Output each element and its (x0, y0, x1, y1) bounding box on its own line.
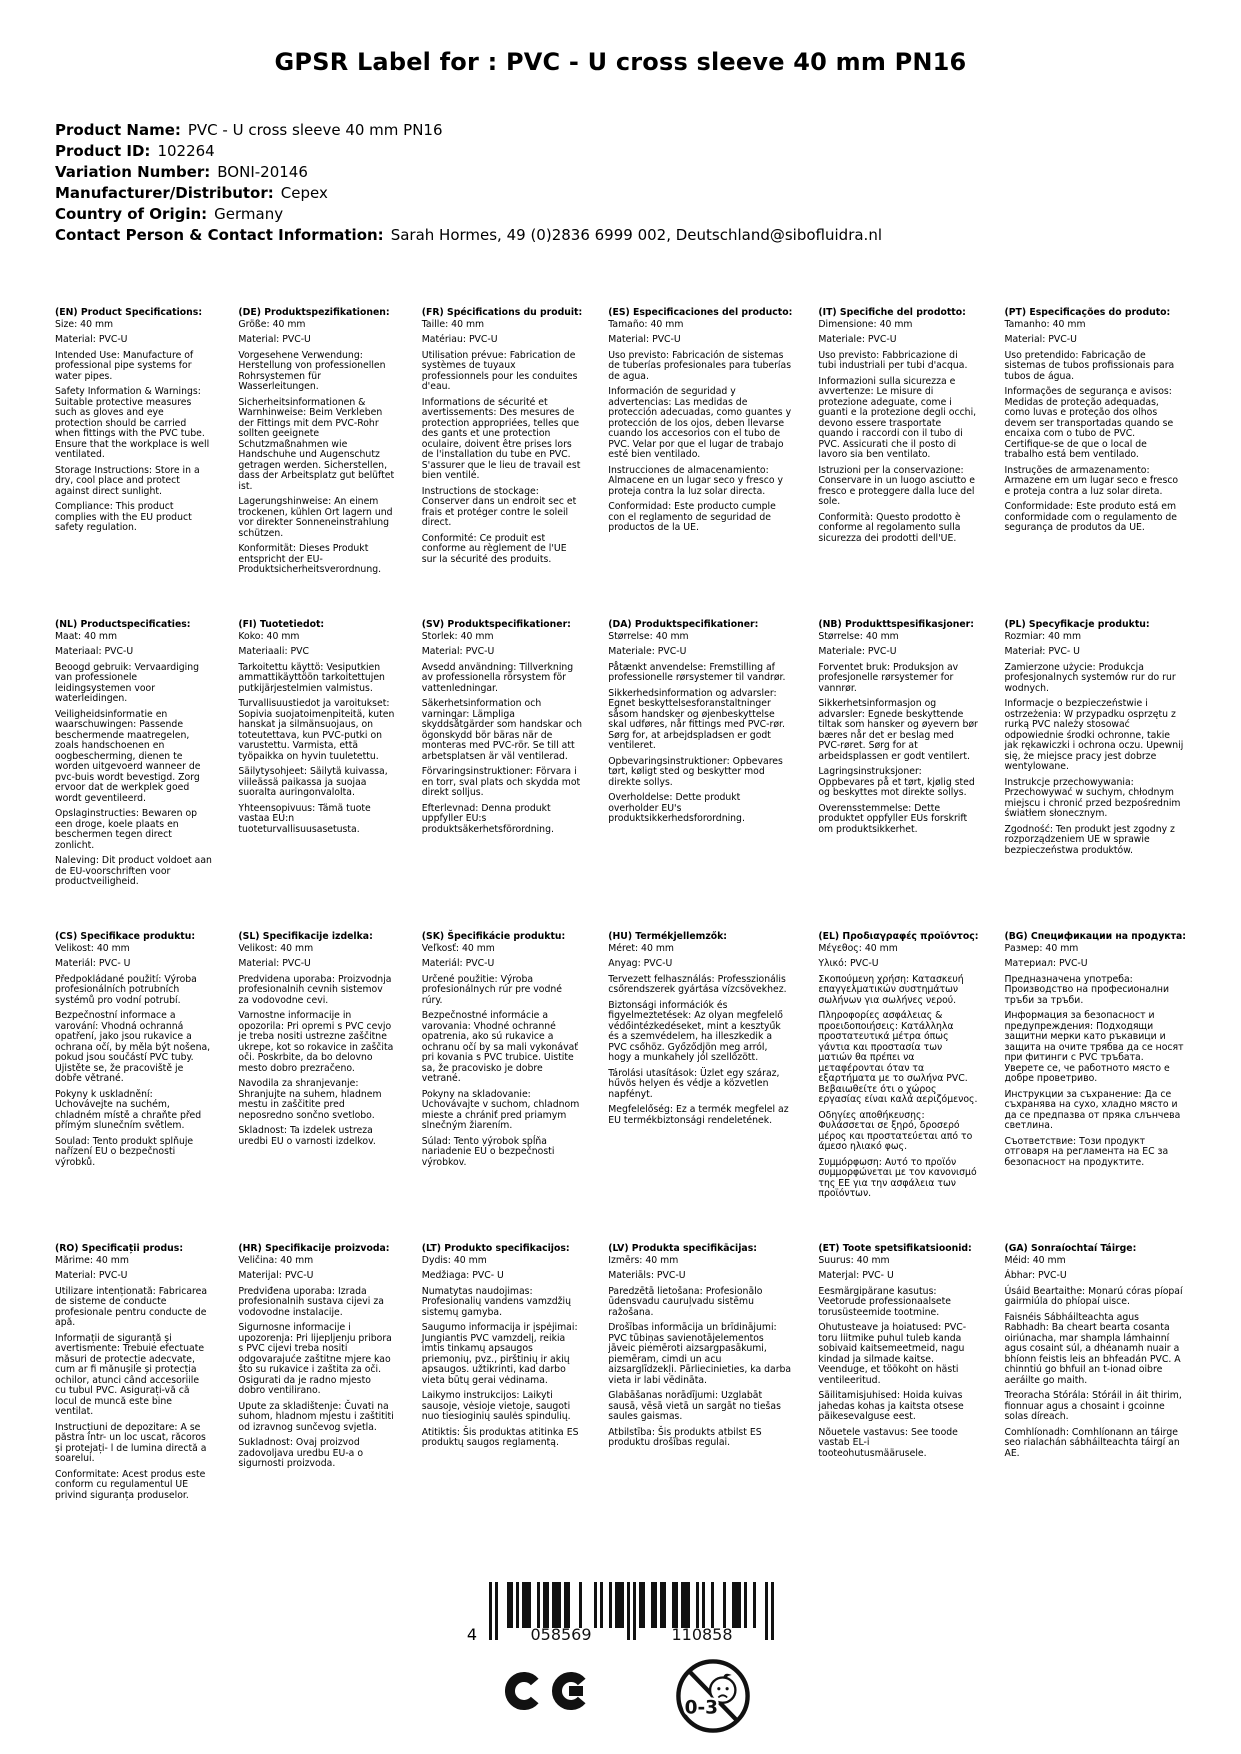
spec-heading: (SK) Špecifikácie produktu: (421, 931, 566, 942)
spec-paragraph: Lagringsinstruksjoner: Oppbevares på et tørt, kjølig sted og beskyttes mot direkte sollys. (818, 766, 975, 798)
spec-paragraph: Material: PVC-U (608, 334, 681, 345)
spec-paragraph: Materiāls: PVC-U (608, 1270, 686, 1281)
spec-paragraph: Avsedd användning: Tillverkning av professionella rörsystem för vattenledningar. (421, 661, 574, 694)
spec-block-sk (422, 932, 582, 1232)
spec-paragraph: Maat: 40 mm (55, 630, 118, 642)
spec-block-et (818, 1244, 978, 1544)
spec-block-sl (238, 932, 395, 1232)
spec-block-en (55, 308, 212, 608)
spec-block-nl (55, 620, 212, 920)
spec-paragraph: Storage Instructions: Store in a dry, cool place and protect against direct sunlight. (55, 464, 200, 497)
field-label: Product Name: (55, 121, 181, 139)
barcode-bars-icon (489, 1582, 774, 1644)
page-title: GPSR Label for : PVC - U cross sleeve 40 mm PN16 (274, 48, 967, 76)
field-label: Contact Person & Contact Information: (55, 226, 384, 244)
field-value: PVC - U cross sleeve 40 mm PN16 (187, 121, 443, 139)
ce-mark-icon (505, 1658, 593, 1724)
spec-paragraph: Paredzētā lietošana: Profesionālo ūdensvadu cauruļvadu sistēmu ražošana. (608, 1285, 763, 1318)
spec-paragraph: Material: PVC-U (421, 646, 495, 657)
spec-heading: (HU) Termékjellemzők: (608, 931, 728, 942)
spec-paragraph: Materiale: PVC-U (818, 646, 897, 657)
spec-paragraph: Tárolási utasítások: Üzlet egy száraz, hűvös helyen és védje a közvetlen napfényt. (608, 1067, 780, 1100)
spec-paragraph: Conformidad: Este producto cumple con el reglamento de seguridad de productos de la UE. (608, 501, 776, 533)
age-warning-0-3-icon (675, 1658, 751, 1734)
product-info-field (55, 162, 1186, 183)
spec-paragraph: Sicherheitsinformationen & Warnhinweise: Beim Verkleben der Fittings mit dem PVC-Rohr sollten geeignete Schutzmaßnahmen wie Handschuhe und Augenschutz getragen werden. Sicherstellen, dass der Arbeitsplatz gut belüftet ist. (238, 396, 395, 492)
spec-paragraph: Uso pretendido: Fabricação de sistemas de tubos profissionais para tubos de água. (1004, 349, 1175, 382)
spec-heading: (CS) Specifikace produktu: (55, 931, 196, 942)
spec-paragraph: Materiál: PVC-U (421, 958, 495, 969)
spec-paragraph: Instruções de armazenamento: Armazene em um lugar seco e fresco e proteja contra a luz solar direta. (1004, 464, 1179, 497)
spec-paragraph: Materiaal: PVC-U (55, 646, 134, 657)
spec-heading: (IT) Specifiche del prodotto: (818, 307, 966, 318)
barcode-first-digit: 4 (466, 1625, 478, 1644)
spec-paragraph: Sukladnost: Ovaj proizvod zadovoljava uredbu EU-a o sigurnosti proizvoda. (238, 1437, 364, 1469)
barcode-digits: 110858 (671, 1625, 733, 1644)
field-value: Cepex (280, 184, 328, 202)
spec-paragraph: Eesmärgipärane kasutus: Veetorude professionaalsete torusüsteemide tootmine. (818, 1285, 952, 1318)
barcode-digits: 058569 (530, 1625, 592, 1644)
spec-paragraph: Materiaali: PVC (238, 646, 309, 657)
spec-paragraph: Förvaringsinstruktioner: Förvara i en torr, sval plats och skydda mot direkt solljus. (421, 766, 581, 798)
product-info (55, 120, 1186, 246)
spec-paragraph: Istruzioni per la conservazione: Conservare in un luogo asciutto e fresco e proteggere dalla luce del sole. (818, 464, 975, 507)
spec-paragraph: Informations de sécurité et avertissements: Des mesures de protection appropriées, telles que des gants et une protection oculaire, doivent être prises lors de l'installation du tube en PVC. S'assurer que le lieu de travail est bien ventilé. (421, 396, 581, 481)
spec-paragraph: Uso previsto: Fabbricazione di tubi industriali per tubi d'acqua. (818, 349, 968, 371)
field-label: Variation Number: (55, 163, 211, 181)
spec-paragraph: Materiál: PVC- U (55, 958, 131, 969)
spec-paragraph: Størrelse: 40 mm (818, 630, 899, 642)
spec-paragraph: Conformitate: Acest produs este conform cu regulamentul UE privind siguranța produselor. (55, 1468, 206, 1501)
spec-paragraph: Size: 40 mm (55, 318, 114, 330)
spec-paragraph: Οδηγίες αποθήκευσης: Φυλάσσεται σε ξηρό, δροσερό μέρος και προστατεύεται από το άμεσο ηλιακό φως. (818, 1109, 973, 1152)
spec-heading: (ET) Toote spetsifikatsioonid: (818, 1243, 972, 1254)
spec-paragraph: Opbevaringsinstruktioner: Opbevares tørt, køligt sted og beskytter mod direkte sollys. (608, 755, 783, 788)
spec-paragraph: Predviđena uporaba: Izrada profesionalnih sustava cijevi za vodovodne instalacije. (238, 1285, 384, 1318)
spec-paragraph: Comhlíonadh: Comhlíonann an táirge seo rialachán sábháilteachta táirgí an AE. (1004, 1426, 1180, 1459)
spec-paragraph: Medžiaga: PVC- U (421, 1270, 504, 1281)
product-info-field (55, 120, 1186, 141)
spec-paragraph: Suurus: 40 mm (818, 1254, 890, 1266)
spec-block-pt (1004, 308, 1186, 608)
spec-paragraph: Informazioni sulla sicurezza e avvertenze: Le misure di protezione adeguate, come i guanti e la protezione degli occhi, devono essere trasportate quando i raccordi con il tubo di PVC. Assicurati che il posto di lavoro sia ben ventilato. (818, 375, 977, 460)
spec-paragraph: Säilitamisjuhised: Hoida kuivas jahedas kohas ja kaitsta otsese päikesevalguse eest. (818, 1390, 964, 1422)
spec-paragraph: Material: PVC-U (55, 1270, 128, 1281)
spec-paragraph: Veiligheidsinformatie en waarschuwingen: Passende beschermende maatregelen, zoals handschoenen en oogbescherming, dienen te worden uitgevoerd wanneer de pvc-buis wordt bevestigd. Zorg ervoor dat de werkplek goed wordt geventileerd. (55, 708, 201, 804)
spec-paragraph: Materjal: PVC- U (818, 1270, 894, 1281)
spec-paragraph: Varnostne informacije in opozorila: Pri opremi s PVC cevjo je treba nositi ustrezne zaščitne ukrepe, kot so rokavice in zaščita oči. Poskrbite, da bo delovno mesto dobro prezračeno. (238, 1010, 394, 1074)
spec-paragraph: Pokyny na skladovanie: Uchovávajte v suchom, chladnom mieste a chrániť pred priamym slnečným žiarením. (421, 1088, 580, 1131)
spec-paragraph: Tamanho: 40 mm (1004, 318, 1086, 330)
spec-paragraph: Skladnost: Ta izdelek ustreza uredbi EU o varnosti izdelkov. (238, 1125, 376, 1147)
spec-heading: (HR) Specifikacije proizvoda: (238, 1243, 390, 1254)
spec-paragraph: Forventet bruk: Produksjon av profesjonelle rørsystemer for vannrør. (818, 661, 959, 694)
spec-paragraph: Tervezett felhasználás: Professzionális csőrendszerek gyártása vízcsövekhez. (608, 973, 787, 995)
spec-paragraph: Pokyny k uskladnění: Uchovávejte na suchém, chladném místě a chraňte před přímým slunečním světlem. (55, 1088, 202, 1131)
label-marks (55, 1582, 1186, 1734)
spec-paragraph: Overensstemmelse: Dette produktet oppfyller EUs forskrift om produktsikkerhet. (818, 802, 968, 835)
spec-paragraph: Treoracha Stórála: Stóráil in áit thirim, fionnuar agus a chosaint i gcoinne solas díreach. (1004, 1390, 1182, 1422)
spec-paragraph: Material: PVC-U (1004, 334, 1077, 345)
spec-paragraph: Naleving: Dit product voldoet aan de EU-voorschriften voor productveiligheid. (55, 855, 212, 887)
spec-block-ro (55, 1244, 212, 1544)
spec-block-hu (608, 932, 792, 1232)
spec-block-cs (55, 932, 212, 1232)
spec-paragraph: Súlad: Tento výrobok spĺňa nariadenie EÚ o bezpečnosti výrobkov. (421, 1135, 555, 1168)
spec-heading: (RO) Specificații produs: (55, 1243, 184, 1254)
spec-paragraph: Atitiktis: Šis produktas atitinka ES produktų saugos reglamentą. (421, 1426, 579, 1448)
spec-paragraph: Opslaginstructies: Bewaren op een droge, koele plaats en beschermen tegen direct zonlicht. (55, 808, 198, 851)
spec-paragraph: Tamaño: 40 mm (608, 318, 684, 330)
field-value: BONI-20146 (217, 163, 308, 181)
spec-paragraph: Σκοπούμενη χρήση: Κατασκευή επαγγελματικών συστημάτων σωλήνων για σωλήνες νερού. (818, 973, 964, 1006)
spec-paragraph: Größe: 40 mm (238, 318, 306, 330)
spec-heading: (EN) Product Specifications: (55, 307, 203, 318)
spec-paragraph: Utilizare intenționată: Fabricarea de sisteme de conducte profesionale pentru conducte de apă. (55, 1285, 208, 1328)
spec-grid (55, 308, 1186, 1544)
spec-paragraph: Navodila za shranjevanje: Shranjujte na suhem, hladnem mestu in zaščitite pred neposredno sončno svetlobo. (238, 1078, 382, 1121)
field-label: Product ID: (55, 142, 151, 160)
spec-paragraph: Sikkerhetsinformasjon og advarsler: Egnede beskyttende tiltak som hansker og øyevern bør bæres når det er beslag med PVC-røret. Sørg for at arbeidsplassen er godt ventilert. (818, 698, 978, 762)
spec-paragraph: Glabāšanas norādījumi: Uzglabāt sausā, vēsā vietā un sargāt no tiešas saules gaismas. (608, 1390, 781, 1422)
spec-paragraph: Vorgesehene Verwendung: Herstellung von professionellen Rohrsystemen für Wasserleitungen. (238, 349, 386, 392)
product-info-field (55, 141, 1186, 162)
spec-paragraph: Informacje o bezpieczeństwie i ostrzeżenia: W przypadku osprzętu z rurką PVC należy stosować odpowiednie środki ochronne, takie jak rękawiczki i ochrona oczu. Upewnij się, że miejsce pracy jest dobrze wentylowane. (1004, 698, 1184, 772)
spec-paragraph: Instrucțiuni de depozitare: A se păstra într- un loc uscat, răcoros și protejați- l de lumina directă a soarelui. (55, 1421, 207, 1464)
spec-heading: (NL) Productspecificaties: (55, 619, 191, 630)
spec-paragraph: Úsáid Beartaithe: Monarú córas píopaí gairmiúla do phíopaí uisce. (1004, 1285, 1183, 1307)
spec-paragraph: Veľkosť: 40 mm (421, 942, 495, 954)
spec-paragraph: Rozmiar: 40 mm (1004, 630, 1082, 642)
spec-block-bg (1004, 932, 1186, 1232)
spec-heading: (DE) Produktspezifikationen: (238, 307, 390, 318)
spec-paragraph: Dimensione: 40 mm (818, 318, 913, 330)
field-label: Manufacturer/Distributor: (55, 184, 274, 202)
spec-paragraph: Instructions de stockage: Conserver dans un endroit sec et frais et protéger contre le soleil direct. (421, 485, 577, 528)
spec-paragraph: Mărime: 40 mm (55, 1254, 129, 1266)
certification-marks (505, 1658, 751, 1734)
spec-paragraph: Информация за безопасност и предупреждения: Подходящи защитни мерки като ръкавици и защита на очите трябва да се носят при фитинги с PVC тръбата. Уверете се, че работното място е добре проветриво. (1004, 1010, 1184, 1084)
spec-block-lv (608, 1244, 792, 1544)
spec-block-pl (1004, 620, 1186, 920)
spec-paragraph: Megfelelőség: Ez a termék megfelel az EU termékbiztonsági rendeletének. (608, 1104, 789, 1126)
spec-paragraph: Instrucciones de almacenamiento: Almacene en un lugar seco y fresco y proteja contra la luz solar directa. (608, 464, 783, 497)
spec-paragraph: Koko: 40 mm (238, 630, 300, 642)
spec-paragraph: Uso previsto: Fabricación de sistemas de tuberías profesionales para tuberías de agua. (608, 349, 792, 382)
spec-paragraph: Soulad: Tento produkt splňuje nařízení EU o bezpečnosti výrobků. (55, 1135, 194, 1168)
spec-heading: (LT) Produkto specifikacijos: (421, 1243, 570, 1254)
spec-paragraph: Sikkerhedsinformation og advarsler: Egnet beskyttelsesforanstaltninger såsom handsker og øjenbeskyttelse skal udføres, når fittings med PVC-rør. Sørg for, at arbejdspladsen er godt ventileret. (608, 687, 785, 751)
ean-barcode (467, 1582, 774, 1644)
spec-paragraph: Izmērs: 40 mm (608, 1254, 679, 1266)
spec-block-sv (422, 620, 582, 920)
spec-heading: (EL) Προδιαγραφές προϊόντος: (818, 931, 979, 942)
spec-heading: (SL) Specifikacije izdelka: (238, 931, 373, 942)
spec-paragraph: Säilytysohjeet: Säilytä kuivassa, viileässä paikassa ja suojaa suoralta auringonvalolta. (238, 766, 388, 798)
spec-heading: (PL) Specyfikacje produktu: (1004, 619, 1150, 630)
spec-block-es (608, 308, 792, 608)
spec-block-hr (238, 1244, 395, 1544)
spec-paragraph: Upute za skladištenje: Čuvati na suhom, hladnom mjestu i zaštititi od izravnog sunčevog svjetla. (238, 1400, 394, 1433)
spec-paragraph: Matériau: PVC-U (421, 334, 498, 345)
spec-paragraph: Materiale: PVC-U (818, 334, 897, 345)
spec-heading: (GA) Sonraíochtaí Táirge: (1004, 1243, 1137, 1254)
field-value: Germany (214, 205, 284, 223)
spec-paragraph: Předpokládané použití: Výroba profesionálních potrubních systémů pro vodní potrubí. (55, 973, 197, 1006)
spec-paragraph: Veličina: 40 mm (238, 1254, 314, 1266)
spec-paragraph: Инструкции за съхранение: Да се съхранява на сухо, хладно място и да се предпазва от пряка слънчева светлина. (1004, 1088, 1181, 1131)
spec-block-ga (1004, 1244, 1186, 1544)
spec-paragraph: Μέγεθος: 40 mm (818, 942, 898, 954)
age-warning-text: 0-3 (684, 1697, 718, 1719)
spec-paragraph: Méid: 40 mm (1004, 1254, 1066, 1266)
spec-block-de (238, 308, 395, 608)
spec-paragraph: Tarkoitettu käyttö: Vesiputkien ammattikäyttöön tarkoitettujen putkijärjestelmien valmistus. (238, 661, 385, 694)
spec-heading: (ES) Especificaciones del producto: (608, 307, 793, 318)
spec-paragraph: Material: PVC-U (238, 334, 311, 345)
spec-paragraph: Saugumo informacija ir įspėjimai: Jungiantis PVC vamzdelį, reikia imtis tinkamų apsaugos priemonių, pvz., pirštinių ir akių apsaugos. užtikrinti, kad darbo vieta būtų gerai vėdinama. (421, 1322, 578, 1386)
spec-paragraph: Utilisation prévue: Fabrication de systèmes de tuyaux professionnels pour les conduites d'eau. (421, 349, 578, 392)
field-value: Sarah Hormes, 49 (0)2836 6999 002, Deutschland@sibofluidra.nl (390, 226, 882, 244)
spec-paragraph: Anyag: PVC-U (608, 958, 673, 969)
spec-heading: (DA) Produktspecifikationer: (608, 619, 759, 630)
spec-paragraph: Overholdelse: Dette produkt overholder EU's produktsikkerhedsforordning. (608, 792, 745, 824)
spec-block-fi (238, 620, 395, 920)
spec-paragraph: Nõuetele vastavus: See toode vastab EL-i tooteohutusmäärusele. (818, 1426, 958, 1459)
spec-heading: (FI) Tuotetiedot: (238, 619, 325, 630)
spec-paragraph: Sigurnosne informacije i upozorenja: Pri lijepljenju pribora s PVC cijevi treba nositi odgovarajuće zaštitne mjere kao što su rukavice i zaštita za oči. Osigurati da je radno mjesto dobro ventilirano. (238, 1322, 392, 1396)
spec-heading: (PT) Especificações do produto: (1004, 307, 1171, 318)
spec-paragraph: Predvidena uporaba: Proizvodnja profesionalnih cevnih sistemov za vodovodne cevi. (238, 973, 392, 1006)
spec-paragraph: Συμμόρφωση: Αυτό το προϊόν συμμορφώνεται με τον κανονισμό της ΕΕ για την ασφάλεια των προϊόντων. (818, 1156, 977, 1199)
spec-block-it (818, 308, 978, 608)
spec-heading: (LV) Produkta specifikācijas: (608, 1243, 757, 1254)
spec-paragraph: Zamierzone użycie: Produkcja profesjonalnych systemów rur do rur wodnych. (1004, 661, 1176, 694)
spec-block-da (608, 620, 792, 920)
spec-paragraph: Conformidade: Este produto está em conformidade com o regulamento de segurança de produtos da UE. (1004, 501, 1178, 533)
spec-paragraph: Påtænkt anvendelse: Fremstilling af professionelle rørsystemer til vandrør. (608, 661, 786, 683)
spec-block-el (818, 932, 978, 1232)
spec-paragraph: Conformità: Questo prodotto è conforme al regolamento sulla sicurezza dei prodotti dell'UE. (818, 511, 961, 544)
field-value: 102264 (157, 142, 215, 160)
product-info-field (55, 225, 1186, 246)
spec-block-nb (818, 620, 978, 920)
spec-paragraph: Información de seguridad y advertencias: Las medidas de protección adecuadas, como guantes y protección de los ojos, deben llevarse cuando los accesorios con el tubo de PVC. Velar por que el lugar de trabajo esté bien ventilado. (608, 386, 792, 460)
spec-paragraph: Размер: 40 mm (1004, 942, 1079, 954)
spec-paragraph: Compliance: This product complies with the EU product safety regulation. (55, 501, 192, 533)
field-label: Country of Origin: (55, 205, 208, 223)
product-info-field (55, 204, 1186, 225)
spec-paragraph: Yhteensopivuus: Tämä tuote vastaa EU:n tuoteturvallisuusasetusta. (238, 802, 371, 835)
spec-paragraph: Bezpečnostní informace a varování: Vhodná ochranná opatření, jako jsou rukavice a ochrana očí, by měla být nošena, pokud jsou součástí PVC tuby. Ujistěte se, že pracoviště je dobře větrané. (55, 1010, 211, 1084)
spec-paragraph: Konformität: Dieses Produkt entspricht der EU-Produktsicherheitsverordnung. (238, 543, 382, 575)
spec-paragraph: Bezpečnostné informácie a varovania: Vhodné ochranné opatrenia, ako sú rukavice a ochranu očí by sa mali vykonávať pri kovania s PVC trubice. Uistite sa, že pracovisko je dobre vetrané. (421, 1010, 578, 1084)
spec-paragraph: Méret: 40 mm (608, 942, 674, 954)
spec-heading: (SV) Produktspecifikationer: (421, 619, 571, 630)
spec-paragraph: Velikost: 40 mm (238, 942, 314, 954)
spec-paragraph: Material: PVC-U (238, 958, 311, 969)
spec-paragraph: Určené použitie: Výroba profesionálnych rúr pre vodné rúry. (421, 973, 563, 1006)
spec-paragraph: Laikymo instrukcijos: Laikyti sausoje, vėsioje vietoje, saugoti nuo tiesioginių saulės spindulių. (421, 1390, 571, 1422)
spec-paragraph: Conformité: Ce produit est conforme au règlement de l'UE sur la sécurité des produits. (421, 532, 567, 565)
spec-paragraph: Dydis: 40 mm (421, 1254, 487, 1266)
spec-paragraph: Материал: PVC-U (1004, 958, 1088, 969)
spec-paragraph: Faisnéis Sábháilteachta agus Rabhadh: Ba cheart bearta cosanta oiriúnacha, mar shampla lámhainní agus cosaint súl, a dhéanamh nuair a bhíonn feistis leis an bhfeadán PVC. A chinntiú go bhfuil an t-ionad oibre aeráilte go maith. (1004, 1311, 1181, 1386)
spec-paragraph: Atbilstība: Šis produkts atbilst ES produktu drošības regulai. (608, 1426, 762, 1448)
spec-block-fr (422, 308, 582, 608)
spec-paragraph: Materijal: PVC-U (238, 1270, 314, 1281)
spec-block-lt (422, 1244, 582, 1544)
spec-heading: (NB) Produkttspesifikasjoner: (818, 619, 974, 630)
spec-paragraph: Material: PVC-U (55, 334, 128, 345)
spec-paragraph: Πληροφορίες ασφάλειας & προειδοποιήσεις: Κατάλληλα προστατευτικά μέτρα όπως γάντια και προστασία των ματιών θα πρέπει να μεταφέρονται όταν τα εξαρτήματα με το σωλήνα PVC. Βεβαιωθείτε ότι ο χώρος εργασίας είναι καλά αεριζόμενος. (818, 1010, 978, 1105)
spec-paragraph: Taille: 40 mm (421, 318, 485, 330)
spec-paragraph: Υλικό: PVC-U (818, 958, 879, 969)
spec-paragraph: Materiale: PVC-U (608, 646, 687, 657)
spec-paragraph: Intended Use: Manufacture of professional pipe systems for water pipes. (55, 349, 194, 382)
spec-paragraph: Beoogd gebruik: Vervaardiging van professionele leidingsystemen voor waterleidingen. (55, 661, 200, 704)
spec-paragraph: Materiał: PVC- U (1004, 646, 1080, 657)
spec-paragraph: Съответствие: Този продукт отговаря на регламента на ЕС за безопасност на продуктите. (1004, 1135, 1169, 1168)
spec-paragraph: Numatytas naudojimas: Profesionalių vandens vamzdžių sistemų gamyba. (421, 1285, 572, 1318)
spec-paragraph: Lagerungshinweise: An einem trockenen, kühlen Ort lagern und vor direkter Sonneneinstrahlung schützen. (238, 496, 393, 539)
spec-paragraph: Biztonsági információk és figyelmeztetések: Az olyan megfelelő védőintézkedéseket, mint a kesztyűk és a szemvédelem, ha illeszkedik a PVC csőhöz. Győződjön meg arról, hogy a munkahely jól szellőzött. (608, 999, 783, 1063)
spec-paragraph: Informații de siguranță și avertismente: Trebuie efectuate măsuri de protecție adecvate, cum ar fi mănușile și protecția ochilor, atunci când accesoriile cu tubul PVC. Asigurați-vă că locul de muncă este bine ventilat. (55, 1332, 205, 1417)
spec-paragraph: Safety Information & Warnings: Suitable protective measures such as gloves and eye protection should be carried when fittings with the PVC tube. Ensure that the workplace is well ventilated. (55, 386, 210, 460)
spec-paragraph: Størrelse: 40 mm (608, 630, 689, 642)
spec-paragraph: Предназначена употреба: Производство на професионални тръби за тръби. (1004, 973, 1170, 1006)
spec-paragraph: Ohutusteave ja hoiatused: PVC-toru liitmike puhul tuleb kanda sobivaid kaitsemeetmeid, nagu kindad ja silmade kaitse. Veenduge, et töökoht on hästi ventileeritud. (818, 1322, 967, 1386)
spec-paragraph: Drošības informācija un brīdinājumi: PVC tūbiņas savienotājelementos jāveic piemēroti aizsargpasākumi, piemēram, cimdi un acu aizsarglīdzekļi. Pārliecinieties, ka darba vieta ir labi vēdināta. (608, 1322, 792, 1386)
spec-paragraph: Storlek: 40 mm (421, 630, 494, 642)
spec-paragraph: Efterlevnad: Denna produkt uppfyller EU:s produktsäkerhetsförordning. (421, 802, 554, 835)
spec-paragraph: Säkerhetsinformation och varningar: Lämpliga skyddsåtgärder som handskar och ögonskydd bör bäras när de monteras med PVC-rör. Se till att arbetsplatsen är väl ventilerad. (421, 698, 582, 762)
spec-paragraph: Ábhar: PVC-U (1004, 1270, 1067, 1281)
spec-heading: (FR) Spécifications du produit: (421, 307, 583, 318)
spec-paragraph: Velikost: 40 mm (55, 942, 130, 954)
spec-paragraph: Instrukcje przechowywania: Przechowywać w suchym, chłodnym miejscu i chronić przed bezpośrednim światłem słonecznym. (1004, 776, 1181, 819)
product-info-field (55, 183, 1186, 204)
spec-paragraph: Zgodność: Ten produkt jest zgodny z rozporządzeniem UE w sprawie bezpieczeństwa produktów. (1004, 823, 1175, 856)
spec-paragraph: Turvallisuustiedot ja varoitukset: Sopivia suojatoimenpiteitä, kuten hanskat ja silmänsuojaus, on toteutettava, kun PVC-putki on varustettu. Varmista, että työpaikka on hyvin tuuletettu. (238, 698, 395, 762)
spec-heading: (BG) Спецификации на продукта: (1004, 931, 1186, 942)
spec-paragraph: Informações de segurança e avisos: Medidas de proteção adequadas, como luvas e proteção dos olhos devem ser transportadas quando se encaixa com o tubo de PVC. Certifique-se de que o local de trabalho está bem ventilado. (1004, 386, 1174, 460)
